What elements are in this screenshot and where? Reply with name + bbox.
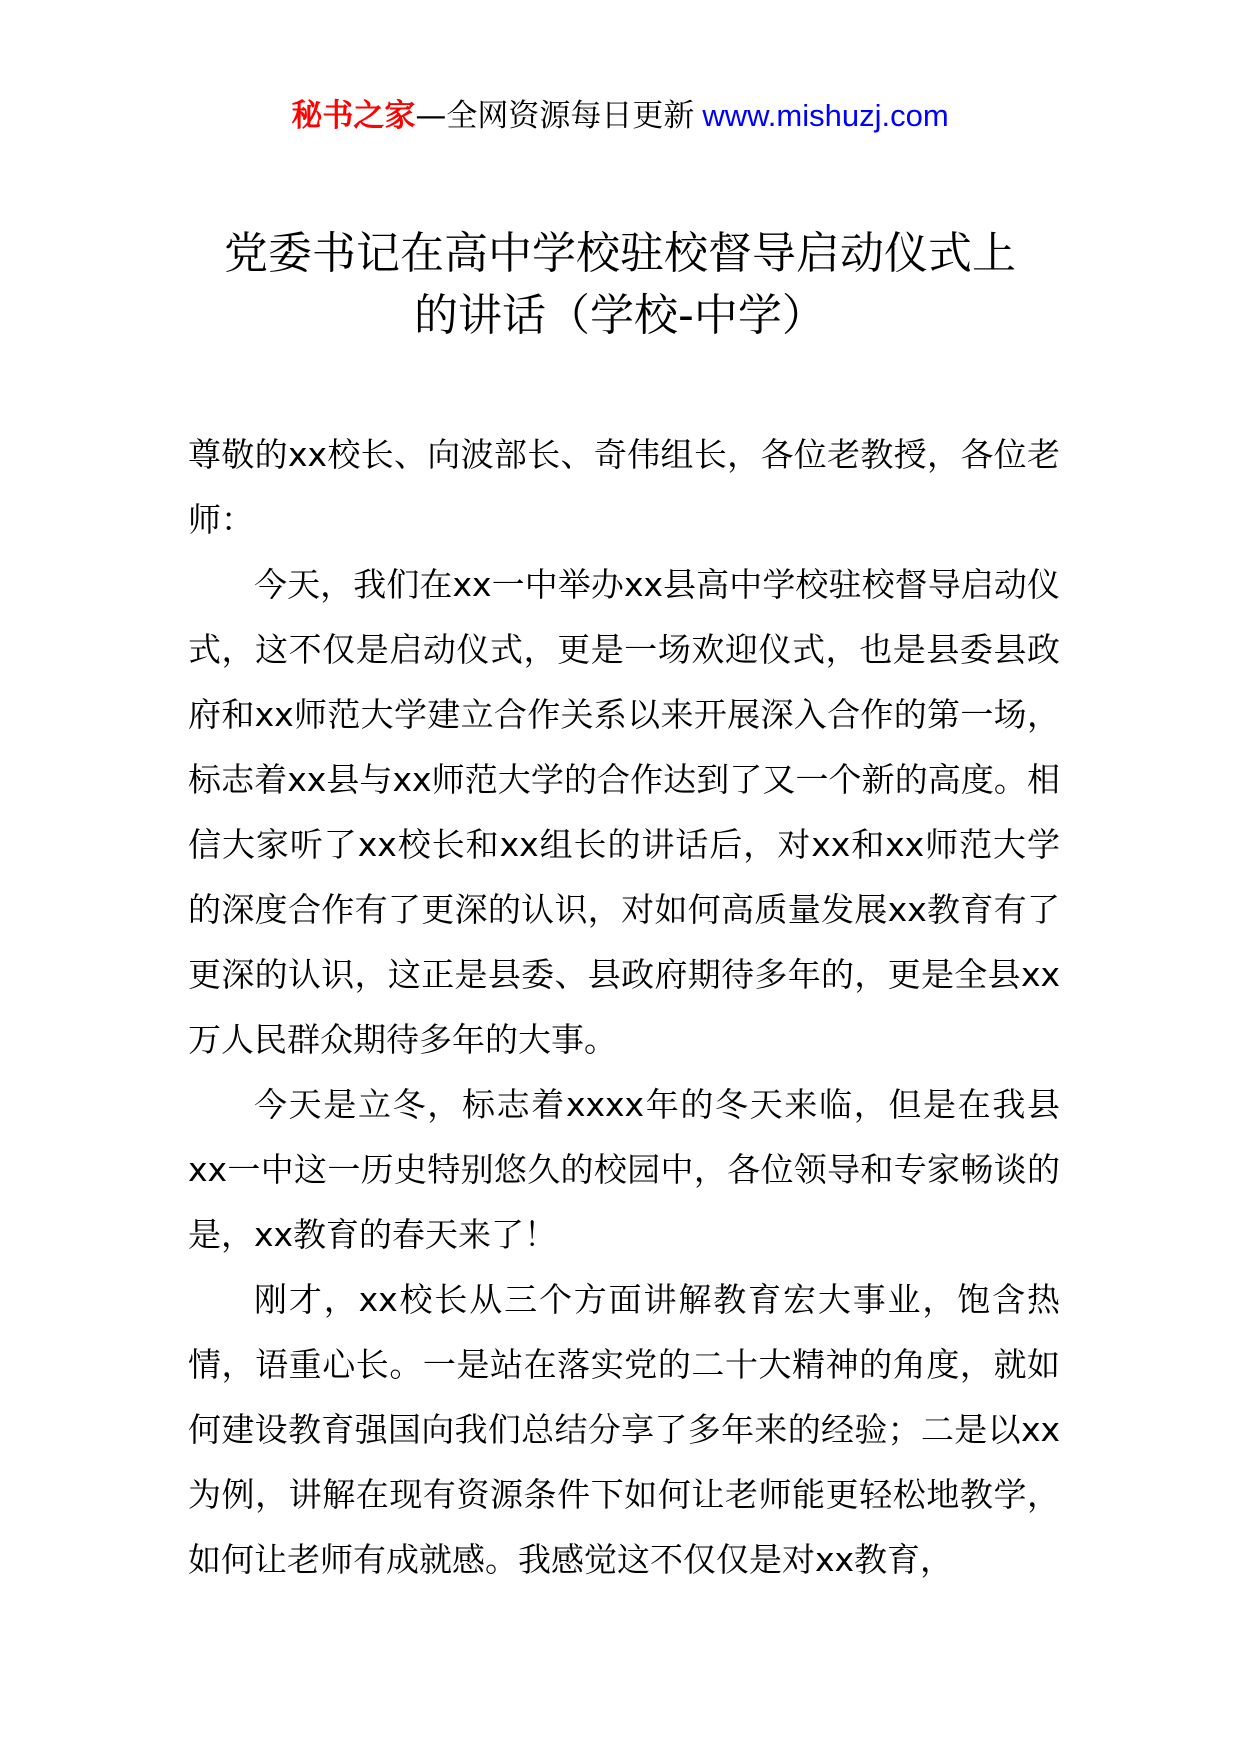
brand-name: 秘书之家	[291, 98, 416, 134]
header-tagline: —全网资源每日更新	[415, 98, 695, 134]
site-header	[0, 96, 1240, 136]
title-line-2: 的讲话（学校-中学）	[414, 290, 826, 341]
document-body	[188, 422, 1060, 1592]
salutation-paragraph: 尊敬的xx校长、向波部长、奇伟组长，各位老教授，各位老师：	[188, 435, 1060, 539]
site-url-link[interactable]: www.mishuzj.com	[702, 98, 949, 133]
body-paragraph: 今天，我们在xx一中举办xx县高中学校驻校督导启动仪式，这不仅是启动仪式，更是一场欢迎仪式，也是县委县政府和xx师范大学建立合作关系以来开展深入合作的第一场，标志着xx县与xx师范大学的合作达到了又一个新的高度。相信大家听了xx校长和xx组长的讲话后，对xx和xx师范大学的深度合作有了更深的认识，对如何高质量发展xx教育有了更深的认识，这正是县委、县政府期待多年的，更是全县xx万人民群众期待多年的大事。	[188, 565, 1060, 1059]
body-paragraph: 刚才，xx校长从三个方面讲解教育宏大事业，饱含热情，语重心长。一是站在落实党的二十大精神的角度，就如何建设教育强国向我们总结分享了多年来的经验；二是以xx为例，讲解在现有资源条件下如何让老师能更轻松地教学，如何让老师有成就感。我感觉这不仅仅是对xx教育，	[188, 1280, 1060, 1579]
body-paragraph: 今天是立冬，标志着xxxx年的冬天来临，但是在我县xx一中这一历史特别悠久的校园中，各位领导和专家畅谈的是，xx教育的春天来了！	[188, 1085, 1060, 1254]
document-title	[0, 223, 1240, 347]
title-line-1: 党委书记在高中学校驻校督导启动仪式上	[224, 228, 1016, 279]
